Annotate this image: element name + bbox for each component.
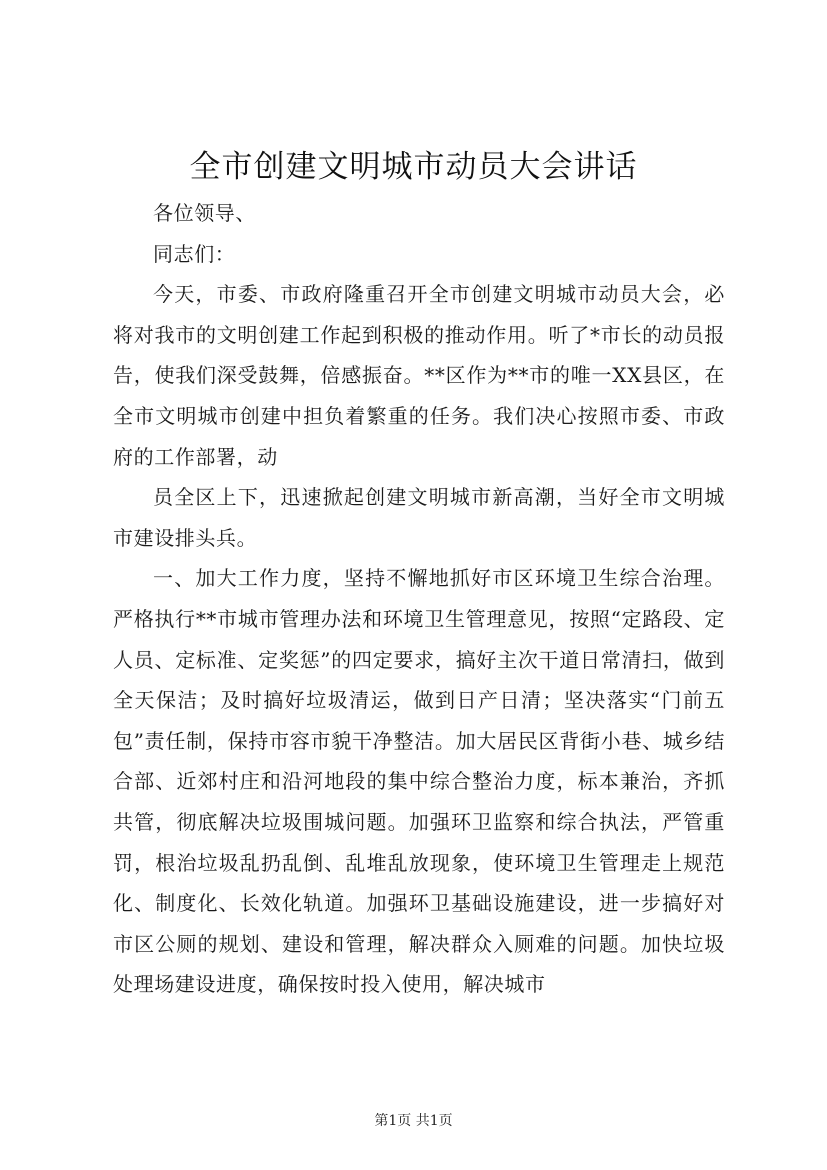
body-paragraph: 今天，市委、市政府隆重召开全市创建文明城市动员大会，必将对我市的文明创建工作起到积极的推动作用。听了*市长的动员报告，使我们深受鼓舞，倍感振奋。**区作为**市的唯一XX县区，在全市文明城市创建中担负着繁重的任务。我们决心按照市委、市政府的工作部署，动: [113, 282, 725, 469]
salutation-line: 各位领导、: [153, 201, 256, 225]
document-title: 全市创建文明城市动员大会讲话: [189, 149, 638, 185]
page-footer: 第1页 共1页: [374, 1113, 453, 1129]
document-body: [113, 193, 725, 1005]
body-paragraph: 员全区上下，迅速掀起创建文明城市新高潮，当好全市文明城市建设排头兵。: [113, 485, 725, 550]
body-paragraph: 一、加大工作力度，坚持不懈地抓好市区环境卫生综合治理。严格执行**市城市管理办法和环境卫生管理意见，按照“定路段、定人员、定标准、定奖惩”的四定要求，搞好主次干道日常清扫，做到全天保洁；及时搞好垃圾清运，做到日产日清；坚决落实“门前五包”责任制，保持市容市貌干净整洁。加大居民区背街小巷、城乡结合部、近郊村庄和沿河地段的集中综合整治力度，标本兼治，齐抓共管，彻底解决垃圾围城问题。加强环卫监察和综合执法，严管重罚，根治垃圾乱扔乱倒、乱堆乱放现象，使环境卫生管理走上规范化、制度化、长效化轨道。加强环卫基础设施建设，进一步搞好对市区公厕的规划、建设和管理，解决群众入厕难的问题。加快垃圾处理场建设进度，确保按时投入使用，解决城市: [113, 566, 725, 997]
salutation-line: 同志们：: [153, 241, 236, 266]
